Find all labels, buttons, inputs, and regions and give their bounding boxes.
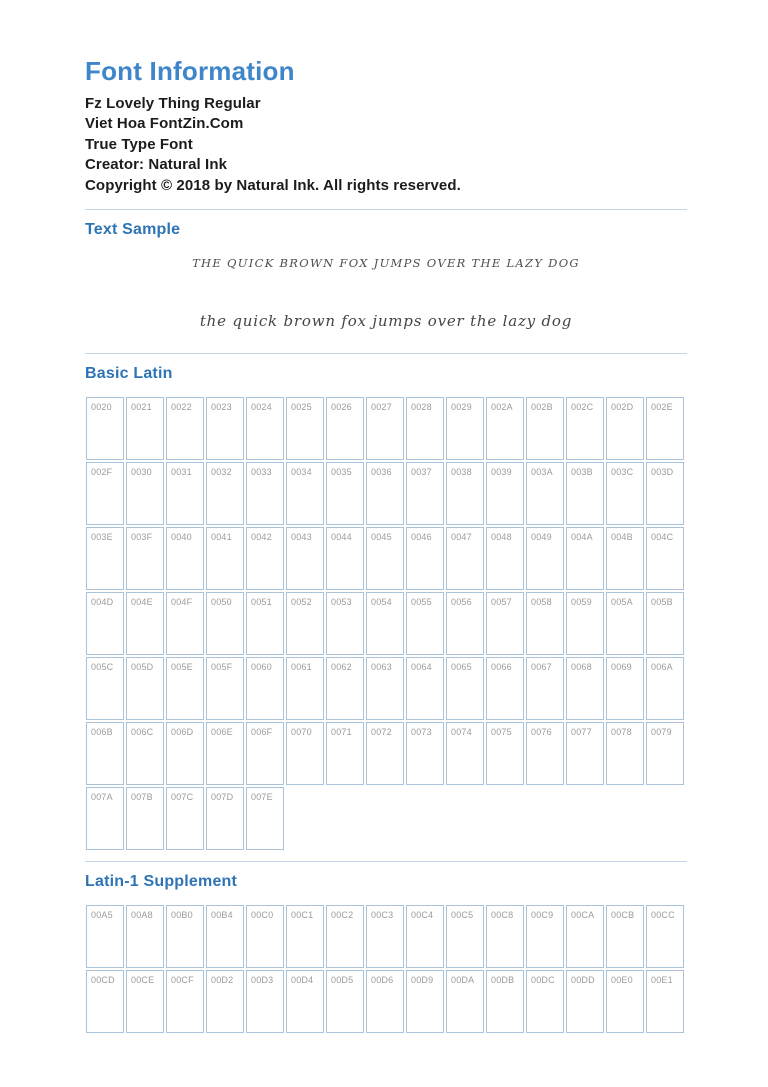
glyph-code-label: 005E [171, 661, 193, 672]
glyph-code-label: 004B [611, 531, 633, 542]
glyph-code-label: 003B [571, 466, 593, 477]
glyph-code-label: 0066 [491, 661, 512, 672]
glyph-cell [446, 722, 484, 785]
glyph-code-label: 0063 [371, 661, 392, 672]
glyph-code-label: 0026 [331, 401, 352, 412]
glyph-code-label: 0065 [451, 661, 472, 672]
glyph-code-label: 0041 [211, 531, 232, 542]
glyph-cell [606, 970, 644, 1033]
glyph-cell [366, 657, 404, 720]
copyright-line: Copyright © 2018 by Natural Ink. All rights reserved. [85, 176, 461, 194]
glyph-cell [406, 592, 444, 655]
glyph-cell [366, 397, 404, 460]
sample-text-lowercase: the quick brown fox jumps over the lazy dog [199, 311, 573, 330]
glyph-code-label: 007E [251, 791, 273, 802]
glyph-code-label: 0022 [171, 401, 192, 412]
glyph-code-label: 0055 [411, 596, 432, 607]
glyph-cell [646, 527, 684, 590]
glyph-cell [526, 592, 564, 655]
glyph-cell [606, 397, 644, 460]
glyph-code-label: 0031 [171, 466, 192, 477]
glyph-code-label: 0038 [451, 466, 472, 477]
glyph-cell [326, 397, 364, 460]
glyph-cell [246, 397, 284, 460]
glyph-cell [126, 592, 164, 655]
glyph-code-label: 0030 [131, 466, 152, 477]
glyph-cell [86, 592, 124, 655]
glyph-code-label: 00C2 [331, 909, 354, 920]
glyph-cell [286, 527, 324, 590]
glyph-code-label: 0047 [451, 531, 472, 542]
divider-above-basic-latin [85, 353, 687, 354]
glyph-cell [126, 787, 164, 850]
glyph-cell [406, 722, 444, 785]
glyph-cell [166, 970, 204, 1033]
glyph-cell [566, 905, 604, 968]
glyph-code-label: 0064 [411, 661, 432, 672]
glyph-cell [486, 722, 524, 785]
glyph-code-label: 007C [171, 791, 194, 802]
glyph-cell [526, 527, 564, 590]
glyph-code-label: 007B [131, 791, 153, 802]
glyph-code-label: 0075 [491, 726, 512, 737]
glyph-cell [326, 592, 364, 655]
glyph-cell [606, 905, 644, 968]
glyph-cell [566, 970, 604, 1033]
glyph-cell [166, 462, 204, 525]
glyph-cell [366, 462, 404, 525]
glyph-cell [246, 722, 284, 785]
glyph-code-label: 004D [91, 596, 114, 607]
glyph-cell [606, 722, 644, 785]
glyph-code-label: 0072 [371, 726, 392, 737]
glyph-cell [366, 905, 404, 968]
glyph-code-label: 002B [531, 401, 553, 412]
glyph-cell [646, 592, 684, 655]
glyph-code-label: 005A [611, 596, 633, 607]
glyph-cell [286, 657, 324, 720]
glyph-code-label: 005C [91, 661, 114, 672]
glyph-cell [126, 722, 164, 785]
glyph-code-label: 006D [171, 726, 194, 737]
glyph-code-label: 0077 [571, 726, 592, 737]
glyph-code-label: 0040 [171, 531, 192, 542]
glyph-cell [86, 787, 124, 850]
glyph-cell [526, 462, 564, 525]
glyph-code-label: 0076 [531, 726, 552, 737]
glyph-cell [246, 527, 284, 590]
section-heading-text-sample: Text Sample [85, 221, 181, 239]
glyph-code-label: 005D [131, 661, 154, 672]
glyph-code-label: 006A [651, 661, 673, 672]
glyph-code-label: 0035 [331, 466, 352, 477]
basic-latin-grid [85, 396, 687, 851]
glyph-code-label: 0060 [251, 661, 272, 672]
glyph-cell [406, 657, 444, 720]
glyph-cell [406, 970, 444, 1033]
glyph-cell [366, 722, 404, 785]
glyph-code-label: 0079 [651, 726, 672, 737]
glyph-code-label: 003C [611, 466, 634, 477]
glyph-code-label: 00D9 [411, 974, 434, 985]
font-details-block [85, 94, 687, 197]
glyph-cell [166, 787, 204, 850]
glyph-cell [526, 970, 564, 1033]
glyph-cell [246, 462, 284, 525]
glyph-code-label: 003D [651, 466, 674, 477]
glyph-code-label: 0071 [331, 726, 352, 737]
glyph-code-label: 0023 [211, 401, 232, 412]
glyph-code-label: 0059 [571, 596, 592, 607]
glyph-code-label: 0078 [611, 726, 632, 737]
creator-line: Creator: Natural Ink [85, 156, 228, 174]
sample-text-uppercase: THE QUICK BROWN FOX JUMPS OVER THE LAZY DOG [192, 255, 580, 270]
glyph-cell [326, 722, 364, 785]
glyph-code-label: 002E [651, 401, 673, 412]
glyph-cell [286, 970, 324, 1033]
glyph-code-label: 00D4 [291, 974, 314, 985]
glyph-cell [206, 397, 244, 460]
glyph-code-label: 0029 [451, 401, 472, 412]
glyph-code-label: 007D [211, 791, 234, 802]
glyph-cell [86, 397, 124, 460]
font-type-line: True Type Font [85, 135, 193, 153]
glyph-code-label: 00E0 [611, 974, 633, 985]
glyph-code-label: 0057 [491, 596, 512, 607]
glyph-code-label: 00D5 [331, 974, 354, 985]
glyph-cell [526, 397, 564, 460]
glyph-cell [446, 462, 484, 525]
glyph-code-label: 0032 [211, 466, 232, 477]
glyph-code-label: 0048 [491, 531, 512, 542]
glyph-cell [206, 722, 244, 785]
glyph-code-label: 00C3 [371, 909, 394, 920]
glyph-cell [566, 397, 604, 460]
glyph-cell [366, 970, 404, 1033]
glyph-cell [486, 905, 524, 968]
glyph-code-label: 0074 [451, 726, 472, 737]
glyph-code-label: 003E [91, 531, 113, 542]
glyph-code-label: 003F [131, 531, 153, 542]
glyph-cell [246, 905, 284, 968]
glyph-code-label: 0058 [531, 596, 552, 607]
glyph-cell [206, 462, 244, 525]
glyph-code-label: 006C [131, 726, 154, 737]
glyph-cell [606, 657, 644, 720]
glyph-code-label: 0069 [611, 661, 632, 672]
font-name-line: Fz Lovely Thing Regular [85, 94, 261, 112]
glyph-code-label: 0020 [91, 401, 112, 412]
latin1-supplement-grid [85, 904, 687, 1034]
glyph-cell [446, 527, 484, 590]
glyph-code-label: 0050 [211, 596, 232, 607]
glyph-cell [646, 970, 684, 1033]
glyph-cell [246, 592, 284, 655]
glyph-cell [526, 657, 564, 720]
glyph-cell [326, 657, 364, 720]
glyph-code-label: 006B [91, 726, 113, 737]
glyph-code-label: 00CC [651, 909, 675, 920]
glyph-cell [286, 722, 324, 785]
glyph-code-label: 0027 [371, 401, 392, 412]
glyph-cell [486, 397, 524, 460]
glyph-code-label: 00D3 [251, 974, 274, 985]
glyph-cell [406, 462, 444, 525]
glyph-code-label: 00A8 [131, 909, 153, 920]
glyph-cell [326, 905, 364, 968]
glyph-cell [286, 462, 324, 525]
glyph-code-label: 00C5 [451, 909, 474, 920]
glyph-code-label: 0028 [411, 401, 432, 412]
glyph-code-label: 004F [171, 596, 193, 607]
glyph-code-label: 006F [251, 726, 273, 737]
glyph-code-label: 00DA [451, 974, 475, 985]
glyph-cell [166, 592, 204, 655]
glyph-cell [486, 657, 524, 720]
glyph-cell [526, 905, 564, 968]
glyph-code-label: 0037 [411, 466, 432, 477]
glyph-code-label: 004E [131, 596, 153, 607]
glyph-code-label: 00CE [131, 974, 155, 985]
glyph-code-label: 0062 [331, 661, 352, 672]
foundry-line: Viet Hoa FontZin.Com [85, 115, 244, 133]
glyph-cell [446, 397, 484, 460]
glyph-code-label: 0044 [331, 531, 352, 542]
glyph-cell [646, 397, 684, 460]
glyph-cell [126, 970, 164, 1033]
glyph-cell [646, 905, 684, 968]
glyph-code-label: 007A [91, 791, 113, 802]
glyph-code-label: 0049 [531, 531, 552, 542]
glyph-code-label: 00C1 [291, 909, 314, 920]
glyph-code-label: 005B [651, 596, 673, 607]
glyph-cell [286, 592, 324, 655]
glyph-cell [646, 722, 684, 785]
glyph-cell [86, 527, 124, 590]
glyph-cell [486, 970, 524, 1033]
glyph-cell [86, 722, 124, 785]
glyph-cell [566, 527, 604, 590]
glyph-cell [206, 592, 244, 655]
glyph-code-label: 0024 [251, 401, 272, 412]
glyph-code-label: 0068 [571, 661, 592, 672]
glyph-code-label: 0021 [131, 401, 152, 412]
glyph-cell [486, 462, 524, 525]
glyph-cell [126, 657, 164, 720]
glyph-cell [446, 905, 484, 968]
glyph-cell [446, 970, 484, 1033]
glyph-cell [246, 787, 284, 850]
glyph-cell [366, 592, 404, 655]
glyph-cell [526, 722, 564, 785]
section-heading-latin1-supplement: Latin-1 Supplement [85, 872, 238, 890]
glyph-code-label: 0043 [291, 531, 312, 542]
page-title: Font Information [85, 56, 295, 86]
glyph-cell [246, 970, 284, 1033]
glyph-cell [446, 657, 484, 720]
glyph-code-label: 0070 [291, 726, 312, 737]
glyph-code-label: 00A5 [91, 909, 113, 920]
glyph-cell [566, 462, 604, 525]
glyph-cell [206, 787, 244, 850]
glyph-cell [326, 970, 364, 1033]
glyph-cell [166, 527, 204, 590]
glyph-code-label: 004A [571, 531, 593, 542]
glyph-code-label: 0054 [371, 596, 392, 607]
glyph-code-label: 00DD [571, 974, 595, 985]
glyph-cell [126, 527, 164, 590]
glyph-cell [86, 462, 124, 525]
glyph-code-label: 005F [211, 661, 233, 672]
glyph-cell [286, 397, 324, 460]
glyph-cell [566, 657, 604, 720]
glyph-code-label: 0067 [531, 661, 552, 672]
glyph-code-label: 00B0 [171, 909, 193, 920]
glyph-cell [366, 527, 404, 590]
glyph-cell [126, 462, 164, 525]
glyph-code-label: 00C8 [491, 909, 514, 920]
glyph-code-label: 0036 [371, 466, 392, 477]
divider-above-latin1-supplement [85, 861, 687, 862]
glyph-code-label: 0025 [291, 401, 312, 412]
glyph-code-label: 00CB [611, 909, 635, 920]
glyph-cell [246, 657, 284, 720]
glyph-cell [326, 462, 364, 525]
glyph-code-label: 004C [651, 531, 674, 542]
glyph-code-label: 00D6 [371, 974, 394, 985]
glyph-code-label: 00C0 [251, 909, 274, 920]
glyph-cell [166, 722, 204, 785]
glyph-code-label: 00B4 [211, 909, 233, 920]
glyph-code-label: 0045 [371, 531, 392, 542]
glyph-cell [126, 397, 164, 460]
glyph-cell [406, 905, 444, 968]
glyph-cell [606, 462, 644, 525]
glyph-cell [406, 397, 444, 460]
glyph-cell [566, 592, 604, 655]
glyph-code-label: 0073 [411, 726, 432, 737]
glyph-cell [486, 592, 524, 655]
glyph-code-label: 00DC [531, 974, 555, 985]
glyph-cell [86, 970, 124, 1033]
glyph-cell [206, 527, 244, 590]
glyph-cell [166, 905, 204, 968]
glyph-code-label: 0056 [451, 596, 472, 607]
glyph-cell [326, 527, 364, 590]
glyph-cell [566, 722, 604, 785]
glyph-cell [126, 905, 164, 968]
glyph-code-label: 0034 [291, 466, 312, 477]
glyph-code-label: 00C4 [411, 909, 434, 920]
glyph-cell [646, 462, 684, 525]
glyph-code-label: 006E [211, 726, 233, 737]
glyph-code-label: 0046 [411, 531, 432, 542]
glyph-code-label: 0039 [491, 466, 512, 477]
glyph-code-label: 002A [491, 401, 513, 412]
glyph-code-label: 00C9 [531, 909, 554, 920]
glyph-code-label: 00CF [171, 974, 194, 985]
glyph-cell [446, 592, 484, 655]
glyph-cell [86, 905, 124, 968]
glyph-cell [166, 657, 204, 720]
glyph-code-label: 003A [531, 466, 553, 477]
glyph-code-label: 0061 [291, 661, 312, 672]
glyph-code-label: 0051 [251, 596, 272, 607]
glyph-code-label: 0052 [291, 596, 312, 607]
glyph-cell [486, 527, 524, 590]
glyph-code-label: 0033 [251, 466, 272, 477]
glyph-code-label: 0053 [331, 596, 352, 607]
glyph-code-label: 002F [91, 466, 113, 477]
glyph-code-label: 00DB [491, 974, 515, 985]
glyph-cell [606, 592, 644, 655]
glyph-code-label: 0042 [251, 531, 272, 542]
glyph-code-label: 00E1 [651, 974, 673, 985]
glyph-cell [286, 905, 324, 968]
section-heading-basic-latin: Basic Latin [85, 364, 173, 382]
glyph-cell [206, 970, 244, 1033]
glyph-cell [86, 657, 124, 720]
glyph-code-label: 002C [571, 401, 594, 412]
glyph-cell [206, 657, 244, 720]
glyph-cell [166, 397, 204, 460]
glyph-code-label: 002D [611, 401, 634, 412]
glyph-code-label: 00CA [571, 909, 595, 920]
glyph-cell [606, 527, 644, 590]
glyph-code-label: 00CD [91, 974, 115, 985]
glyph-cell [406, 527, 444, 590]
glyph-cell [646, 657, 684, 720]
glyph-cell [206, 905, 244, 968]
glyph-code-label: 00D2 [211, 974, 234, 985]
divider-above-text-sample [85, 209, 687, 210]
